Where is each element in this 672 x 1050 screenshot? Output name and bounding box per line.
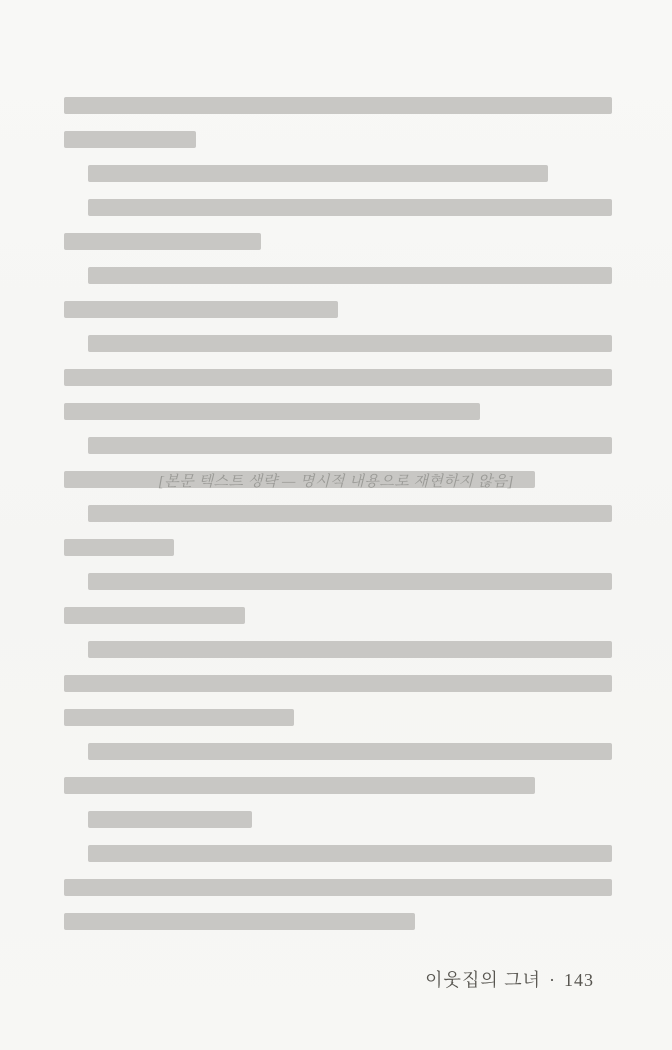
redacted-paragraph bbox=[64, 802, 612, 836]
redacted-text-bar bbox=[64, 913, 415, 930]
redacted-text-line bbox=[64, 326, 612, 360]
redacted-paragraph bbox=[64, 88, 612, 156]
redacted-text-line bbox=[64, 632, 612, 666]
footer-separator: · bbox=[549, 970, 556, 990]
redacted-text-line bbox=[64, 394, 612, 428]
redacted-paragraph bbox=[64, 564, 612, 632]
redacted-text-line bbox=[64, 428, 612, 462]
redacted-paragraph bbox=[64, 326, 612, 428]
redacted-text-bar bbox=[88, 743, 612, 760]
redacted-text-line bbox=[64, 496, 612, 530]
redacted-paragraph bbox=[64, 428, 612, 496]
redacted-text-bar bbox=[88, 165, 548, 182]
redacted-text-line bbox=[64, 768, 612, 802]
redacted-text-bar bbox=[88, 335, 612, 352]
redacted-text-line bbox=[64, 530, 612, 564]
redacted-text-bar bbox=[88, 199, 612, 216]
redacted-text-bar bbox=[64, 777, 535, 794]
redacted-text-line bbox=[64, 360, 612, 394]
redacted-text-line bbox=[64, 734, 612, 768]
redacted-text-bar bbox=[64, 675, 612, 692]
redaction-note: [본문 텍스트 생략 — 명시적 내용으로 재현하지 않음] bbox=[157, 474, 515, 490]
redacted-text-line bbox=[64, 258, 612, 292]
redacted-text-bar bbox=[88, 267, 612, 284]
redacted-text-bar bbox=[64, 471, 535, 488]
redacted-text-bar bbox=[64, 879, 612, 896]
redacted-text-line bbox=[64, 564, 612, 598]
redacted-text-line bbox=[64, 462, 612, 496]
redacted-paragraph bbox=[64, 496, 612, 564]
redacted-text-line bbox=[64, 836, 612, 870]
redacted-paragraph bbox=[64, 734, 612, 802]
redacted-text-bar bbox=[64, 607, 245, 624]
redacted-text-line bbox=[64, 870, 612, 904]
redacted-text-bar bbox=[64, 403, 480, 420]
redacted-text-line bbox=[64, 666, 612, 700]
redacted-paragraph bbox=[64, 632, 612, 734]
redacted-text-line bbox=[64, 802, 612, 836]
redacted-text-bar bbox=[88, 845, 612, 862]
redacted-text-bar bbox=[64, 709, 294, 726]
redacted-paragraph bbox=[64, 836, 612, 938]
redacted-text-line bbox=[64, 190, 612, 224]
redacted-text-bar bbox=[88, 573, 612, 590]
redacted-paragraph bbox=[64, 156, 612, 190]
footer-page-number: 143 bbox=[564, 970, 594, 990]
redacted-text-line bbox=[64, 292, 612, 326]
redacted-text-line bbox=[64, 904, 612, 938]
redacted-paragraph bbox=[64, 190, 612, 258]
redacted-text-line bbox=[64, 598, 612, 632]
redacted-text-bar bbox=[88, 505, 612, 522]
footer-book-title: 이웃집의 그녀 bbox=[425, 970, 541, 990]
redacted-text-bar bbox=[88, 811, 252, 828]
redacted-text-bar bbox=[88, 641, 612, 658]
redacted-text-bar bbox=[64, 369, 612, 386]
redacted-text-bar bbox=[64, 131, 196, 148]
page-footer bbox=[425, 966, 594, 992]
redacted-text-line bbox=[64, 122, 612, 156]
redacted-text-bar bbox=[64, 539, 174, 556]
redacted-text-bar bbox=[64, 301, 338, 318]
redacted-text-bar bbox=[64, 233, 261, 250]
redacted-text-line bbox=[64, 224, 612, 258]
redacted-text-line bbox=[64, 156, 612, 190]
body-text-block bbox=[64, 88, 612, 938]
redacted-text-line bbox=[64, 88, 612, 122]
redacted-text-bar bbox=[64, 97, 612, 114]
redacted-text-line bbox=[64, 700, 612, 734]
redacted-text-bar bbox=[88, 437, 612, 454]
redacted-paragraph bbox=[64, 258, 612, 326]
